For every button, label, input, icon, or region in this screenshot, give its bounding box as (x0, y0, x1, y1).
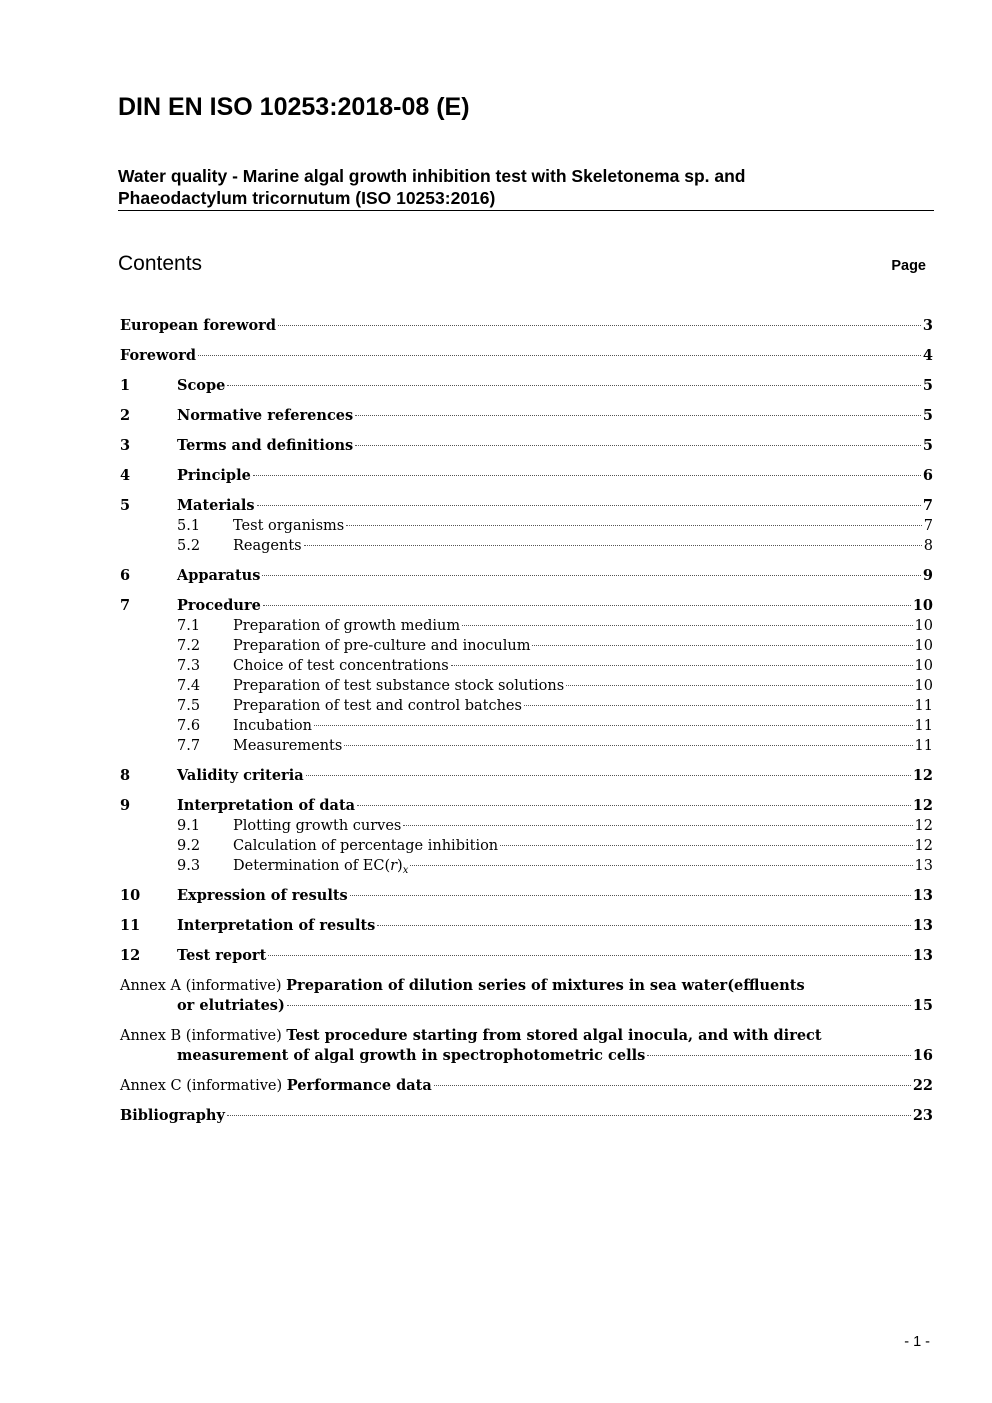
toc-page-number: 12 (914, 838, 933, 854)
toc-page-number: 4 (922, 347, 933, 364)
dot-leader (278, 325, 921, 326)
toc-entry-control-batches[interactable]: 7.5 Preparation of test and control batches 11 (177, 698, 933, 714)
toc-entry-test-report[interactable]: 12 Test report 13 (120, 947, 933, 964)
dot-leader (355, 445, 921, 446)
toc-entry-terms-and-definitions[interactable]: 3 Terms and definitions 5 (120, 437, 933, 454)
toc-entry-normative-references[interactable]: 2 Normative references 5 (120, 407, 933, 424)
toc-entry-pre-culture[interactable]: 7.2 Preparation of pre-culture and inoculum 10 (177, 638, 933, 654)
toc-section-number: 9 (120, 797, 131, 814)
toc-section-number: 5.1 (177, 518, 201, 534)
contents-heading: Contents (118, 252, 203, 275)
annex-title-line-1: Test procedure starting from stored algal inocula, and with direct (286, 1027, 822, 1044)
toc-page-number: 10 (914, 618, 933, 634)
toc-entry-percentage-inhibition[interactable]: 9.2 Calculation of percentage inhibition 12 (177, 838, 933, 854)
toc-page-number: 6 (922, 467, 933, 484)
toc-section-number: 7.6 (177, 718, 201, 734)
toc-page-number: 3 (922, 317, 933, 334)
dot-leader (566, 685, 912, 686)
dot-leader (357, 805, 911, 806)
table-of-contents (120, 316, 933, 1126)
toc-section-number: 7.1 (177, 618, 201, 634)
toc-page-number: 10 (914, 678, 933, 694)
toc-section-number: 12 (120, 947, 141, 964)
dot-leader (227, 1115, 911, 1116)
toc-entry-interpretation-of-data[interactable]: 9 Interpretation of data 12 (120, 797, 933, 814)
toc-page-number: 7 (923, 518, 933, 534)
toc-section-number: 7.2 (177, 638, 201, 654)
annex-label: Annex A (informative) (120, 978, 282, 994)
annex-title: Performance data (286, 1077, 432, 1094)
subtitle-line-1: Water quality - Marine algal growth inhibition test with Skeletonema sp. and (118, 166, 746, 186)
document-subtitle (118, 165, 934, 209)
toc-page-number: 5 (922, 437, 933, 454)
toc-section-number: 7.7 (177, 738, 201, 754)
toc-entry-incubation[interactable]: 7.6 Incubation 11 (177, 718, 933, 734)
toc-entry-materials[interactable]: 5 Materials 7 (120, 497, 933, 514)
dot-leader (262, 575, 921, 576)
toc-entry-european-foreword[interactable]: European foreword 3 (120, 317, 933, 334)
toc-page-number: 13 (912, 947, 933, 964)
toc-page-number: 10 (914, 638, 933, 654)
toc-page-number: 12 (914, 818, 933, 834)
dot-leader (410, 865, 912, 866)
toc-page-number: 10 (914, 658, 933, 674)
annex-title-line-2: or elutriates) (177, 997, 285, 1014)
toc-section-number: 6 (120, 567, 131, 584)
toc-page-number: 12 (912, 797, 933, 814)
dot-leader (268, 955, 911, 956)
toc-section-number: 7.3 (177, 658, 201, 674)
toc-entry-principle[interactable]: 4 Principle 6 (120, 467, 933, 484)
toc-page-number: 23 (912, 1107, 933, 1124)
annex-label: Annex C (informative) (120, 1078, 283, 1094)
toc-section-number: 9.1 (177, 818, 201, 834)
toc-page-number: 10 (912, 597, 933, 614)
dot-leader (306, 775, 911, 776)
toc-page-number: 11 (914, 738, 933, 754)
toc-entry-interpretation-of-results[interactable]: 11 Interpretation of results 13 (120, 917, 933, 934)
dot-leader (350, 895, 911, 896)
dot-leader (253, 475, 921, 476)
toc-section-number: 7 (120, 597, 131, 614)
toc-page-number: 5 (922, 377, 933, 394)
toc-page-number: 13 (912, 887, 933, 904)
dot-leader (434, 1085, 911, 1086)
toc-entry-annex-a[interactable] (120, 976, 933, 1016)
annex-title-line-2: measurement of algal growth in spectrophotometric cells (177, 1047, 646, 1064)
toc-entry-validity-criteria[interactable]: 8 Validity criteria 12 (120, 767, 933, 784)
dot-leader (532, 645, 912, 646)
toc-section-number: 7.4 (177, 678, 201, 694)
dot-leader (198, 355, 921, 356)
toc-entry-procedure[interactable]: 7 Procedure 10 (120, 597, 933, 614)
toc-section-number: 3 (120, 437, 131, 454)
toc-entry-reagents[interactable]: 5.2 Reagents 8 (177, 538, 933, 554)
title-rule (118, 210, 934, 211)
toc-entry-growth-medium[interactable]: 7.1 Preparation of growth medium 10 (177, 618, 933, 634)
toc-section-number: 7.5 (177, 698, 201, 714)
page-number: - 1 - (904, 1334, 930, 1350)
toc-entry-expression-of-results[interactable]: 10 Expression of results 13 (120, 887, 933, 904)
dot-leader (346, 525, 922, 526)
toc-section-number: 1 (120, 377, 131, 394)
dot-leader (647, 1055, 911, 1056)
toc-entry-growth-curves[interactable]: 9.1 Plotting growth curves 12 (177, 818, 933, 834)
toc-page-number: 16 (912, 1047, 933, 1064)
dot-leader (355, 415, 921, 416)
toc-entry-test-organisms[interactable]: 5.1 Test organisms 7 (177, 518, 933, 534)
toc-section-number: 10 (120, 887, 141, 904)
toc-entry-annex-b[interactable] (120, 1026, 933, 1066)
toc-page-number: 13 (914, 858, 933, 874)
document-id: DIN EN ISO 10253:2018-08 (E) (118, 93, 470, 121)
dot-leader (287, 1005, 911, 1006)
subtitle-line-2: Phaeodactylum tricornutum (ISO 10253:2016) (118, 188, 496, 208)
toc-entry-determination-ec[interactable]: 9.3 Determination of $EC(r)_x$ 13 (177, 858, 933, 876)
toc-section-number: 9.2 (177, 838, 201, 854)
toc-entry-bibliography[interactable]: Bibliography 23 (120, 1107, 933, 1124)
dot-leader (462, 625, 912, 626)
toc-section-number: 2 (120, 407, 131, 424)
dot-leader (377, 925, 910, 926)
dot-leader (344, 745, 912, 746)
toc-page-number: 9 (922, 567, 933, 584)
toc-section-number: 11 (120, 917, 141, 934)
toc-page-number: 5 (922, 407, 933, 424)
toc-entry-foreword[interactable]: Foreword 4 (120, 347, 933, 364)
dot-leader (314, 725, 913, 726)
dot-leader (524, 705, 913, 706)
dot-leader (451, 665, 913, 666)
toc-page-number: 11 (914, 698, 933, 714)
toc-page-number: 11 (914, 718, 933, 734)
toc-page-number: 8 (923, 538, 933, 554)
dot-leader (227, 385, 921, 386)
annex-title-line-1: Preparation of dilution series of mixtures in sea water(effluents (286, 977, 805, 994)
toc-page-number: 7 (922, 497, 933, 514)
dot-leader (263, 605, 911, 606)
toc-section-number: 5 (120, 497, 131, 514)
toc-page-number: 22 (912, 1077, 933, 1094)
dot-leader (403, 825, 912, 826)
toc-page-number: 13 (912, 917, 933, 934)
toc-entry-test-concentrations[interactable]: 7.3 Choice of test concentrations 10 (177, 658, 933, 674)
dot-leader (257, 505, 921, 506)
page-column-heading: Page (891, 258, 926, 274)
toc-page-number: 15 (912, 997, 933, 1014)
toc-section-number: 9.3 (177, 858, 201, 874)
toc-section-number: 8 (120, 767, 131, 784)
dot-leader (500, 845, 912, 846)
toc-entry-scope[interactable]: 1 Scope 5 (120, 377, 933, 394)
toc-entry-stock-solutions[interactable]: 7.4 Preparation of test substance stock solutions 10 (177, 678, 933, 694)
dot-leader (304, 545, 922, 546)
toc-section-number: 5.2 (177, 538, 201, 554)
toc-entry-annex-c[interactable] (120, 1076, 933, 1096)
toc-page-number: 12 (912, 767, 933, 784)
annex-label: Annex B (informative) (120, 1028, 282, 1044)
toc-entry-apparatus[interactable]: 6 Apparatus 9 (120, 567, 933, 584)
toc-section-number: 4 (120, 467, 131, 484)
toc-entry-measurements[interactable]: 7.7 Measurements 11 (177, 738, 933, 754)
